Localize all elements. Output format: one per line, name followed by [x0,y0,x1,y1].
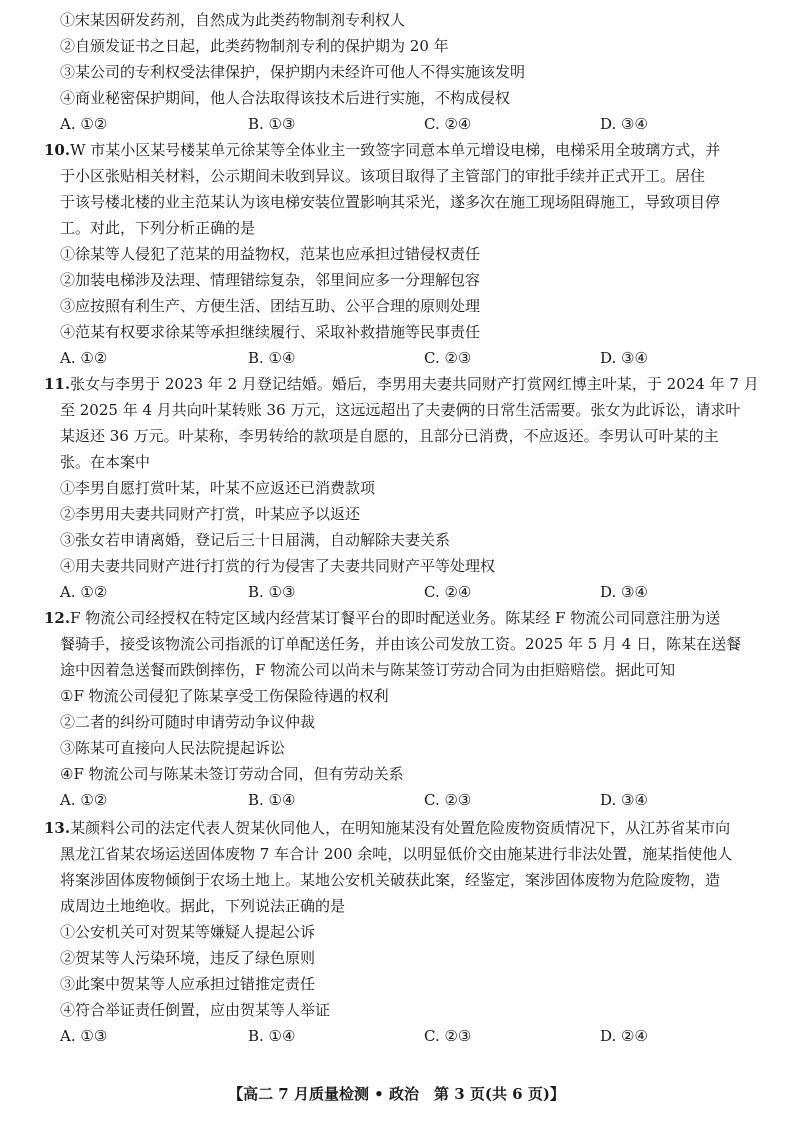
q9-option-c: C. ②④ [424,115,472,133]
q13-stem-line-4: 成周边土地绝收。据此，下列说法正确的是 [60,897,346,915]
q12-item-2: ②二者的纠纷可随时申请劳动争议仲裁 [60,713,316,731]
q10-option-b: B. ①④ [248,349,296,367]
q10-stem-line-3: 于该号楼北楼的业主范某认为该电梯安装位置影响其采光，遂多次在施工现场阻碍施工，导致项目停 [60,193,721,211]
q9-item-2: ②自颁发证书之日起，此类药物制剂专利的保护期为 20 年 [60,37,449,55]
q10-stem-line-4: 工。对此，下列分析正确的是 [60,219,256,237]
q11-item-4: ④用夫妻共同财产进行打赏的行为侵害了夫妻共同财产平等处理权 [60,557,496,575]
q11-option-c: C. ②④ [424,583,472,601]
q12-option-a: A. ①② [60,791,108,809]
q12-item-3: ③陈某可直接向人民法院提起诉讼 [60,739,286,757]
q12-option-b: B. ①④ [248,791,296,809]
q13-option-b: B. ①④ [248,1027,296,1045]
q11-item-2: ②李男用夫妻共同财产打赏，叶某应予以返还 [60,505,361,523]
q9-option-b: B. ①③ [248,115,296,133]
q13-item-1: ①公安机关可对贺某等嫌疑人提起公诉 [60,923,316,941]
q12-option-d: D. ③④ [600,791,648,809]
q10-option-a: A. ①② [60,349,108,367]
q13-option-d: D. ②④ [600,1027,648,1045]
q11-stem-line-3: 某返还 36 万元。叶某称，李男转给的款项是自愿的，且部分已消费，不应返还。李男认可叶某的主 [60,427,719,445]
q13-option-c: C. ②③ [424,1027,472,1045]
q13-stem-line-2: 黑龙江省某农场运送固体废物 7 车合计 200 余吨，以明显低价交由施某进行非法处置，施某指使他人 [60,845,733,863]
q11-stem-line-2: 至 2025 年 4 月共向叶某转账 36 万元，这远远超出了夫妻俩的日常生活需要。张女为此诉讼，请求叶 [60,401,741,419]
q13-item-2: ②贺某等人污染环境，违反了绿色原则 [60,949,316,967]
q12-stem-line-2: 餐骑手，接受该物流公司指派的订单配送任务，并由该公司发放工资。2025 年 5 月 4 日，陈某在送餐 [60,635,742,653]
q10-item-1: ①徐某等人侵犯了范某的用益物权，范某也应承担过错侵权责任 [60,245,481,263]
q9-item-1: ①宋某因研发药剂，自然成为此类药物制剂专利权人 [60,11,406,29]
q12-item-1: ①F 物流公司侵犯了陈某享受工伤保险待遇的权利 [60,687,389,705]
q10-option-c: C. ②③ [424,349,472,367]
q10-option-d: D. ③④ [600,349,648,367]
q13-stem-line-1 [44,818,730,838]
q11-stem-text-1: 张女与李男于 2023 年 2 月登记结婚。婚后，李男用夫妻共同财产打赏网红博主叶某，于 2024 年 7 月 [70,375,759,393]
q10-stem-line-1 [44,140,720,160]
q9-option-d: D. ③④ [600,115,648,133]
q13-item-4: ④符合举证责任倒置，应由贺某等人举证 [60,1001,331,1019]
q12-stem-line-1 [44,608,720,628]
q9-item-3: ③某公司的专利权受法律保护，保护期内未经许可他人不得实施该发明 [60,63,526,81]
q11-option-a: A. ①② [60,583,108,601]
q11-stem-line-4: 张。在本案中 [60,453,151,471]
q13-number: 13. [44,819,71,837]
q10-number: 10. [44,141,71,159]
q9-item-4: ④商业秘密保护期间，他人合法取得该技术后进行实施，不构成侵权 [60,89,511,107]
q11-number: 11. [44,375,71,393]
q12-stem-text-1: F 物流公司经授权在特定区域内经营某订餐平台的即时配送业务。陈某经 F 物流公司同意注册为送 [70,609,721,627]
q10-item-2: ②加装电梯涉及法理、情理错综复杂，邻里间应多一分理解包容 [60,271,481,289]
page-footer: 【高二 7 月质量检测 • 政治 第 3 页(共 6 页)】 [228,1085,565,1103]
q13-option-a: A. ①③ [60,1027,108,1045]
q12-number: 12. [44,609,71,627]
q12-stem-line-3: 途中因着急送餐而跌倒摔伤，F 物流公司以尚未与陈某签订劳动合同为由拒赔赔偿。据此可知 [60,661,676,679]
q12-item-4: ④F 物流公司与陈某未签订劳动合同，但有劳动关系 [60,765,404,783]
q11-item-1: ①李男自愿打赏叶某，叶某不应返还已消费款项 [60,479,376,497]
q11-item-3: ③张女若申请离婚，登记后三十日届满，自动解除夫妻关系 [60,531,451,549]
q13-item-3: ③此案中贺某等人应承担过错推定责任 [60,975,316,993]
q11-stem-line-1 [44,374,759,394]
q10-item-4: ④范某有权要求徐某等承担继续履行、采取补救措施等民事责任 [60,323,481,341]
q12-option-c: C. ②③ [424,791,472,809]
q9-option-a: A. ①② [60,115,108,133]
q11-option-b: B. ①③ [248,583,296,601]
q10-stem-line-2: 于小区张贴相关材料，公示期间未收到异议。该项目取得了主管部门的审批手续并正式开工。居住 [60,167,706,185]
q10-stem-text-1: W 市某小区某号楼某单元徐某等全体业主一致签字同意本单元增设电梯，电梯采用全玻璃方式，并 [70,141,721,159]
q10-item-3: ③应按照有利生产、方便生活、团结互助、公平合理的原则处理 [60,297,481,315]
q13-stem-text-1: 某颜料公司的法定代表人贺某伙同他人，在明知施某没有处置危险废物资质情况下，从江苏省某市向 [70,819,731,837]
q13-stem-line-3: 将案涉固体废物倾倒于农场土地上。某地公安机关破获此案，经鉴定，案涉固体废物为危险废物，造 [60,871,721,889]
q11-option-d: D. ③④ [600,583,648,601]
